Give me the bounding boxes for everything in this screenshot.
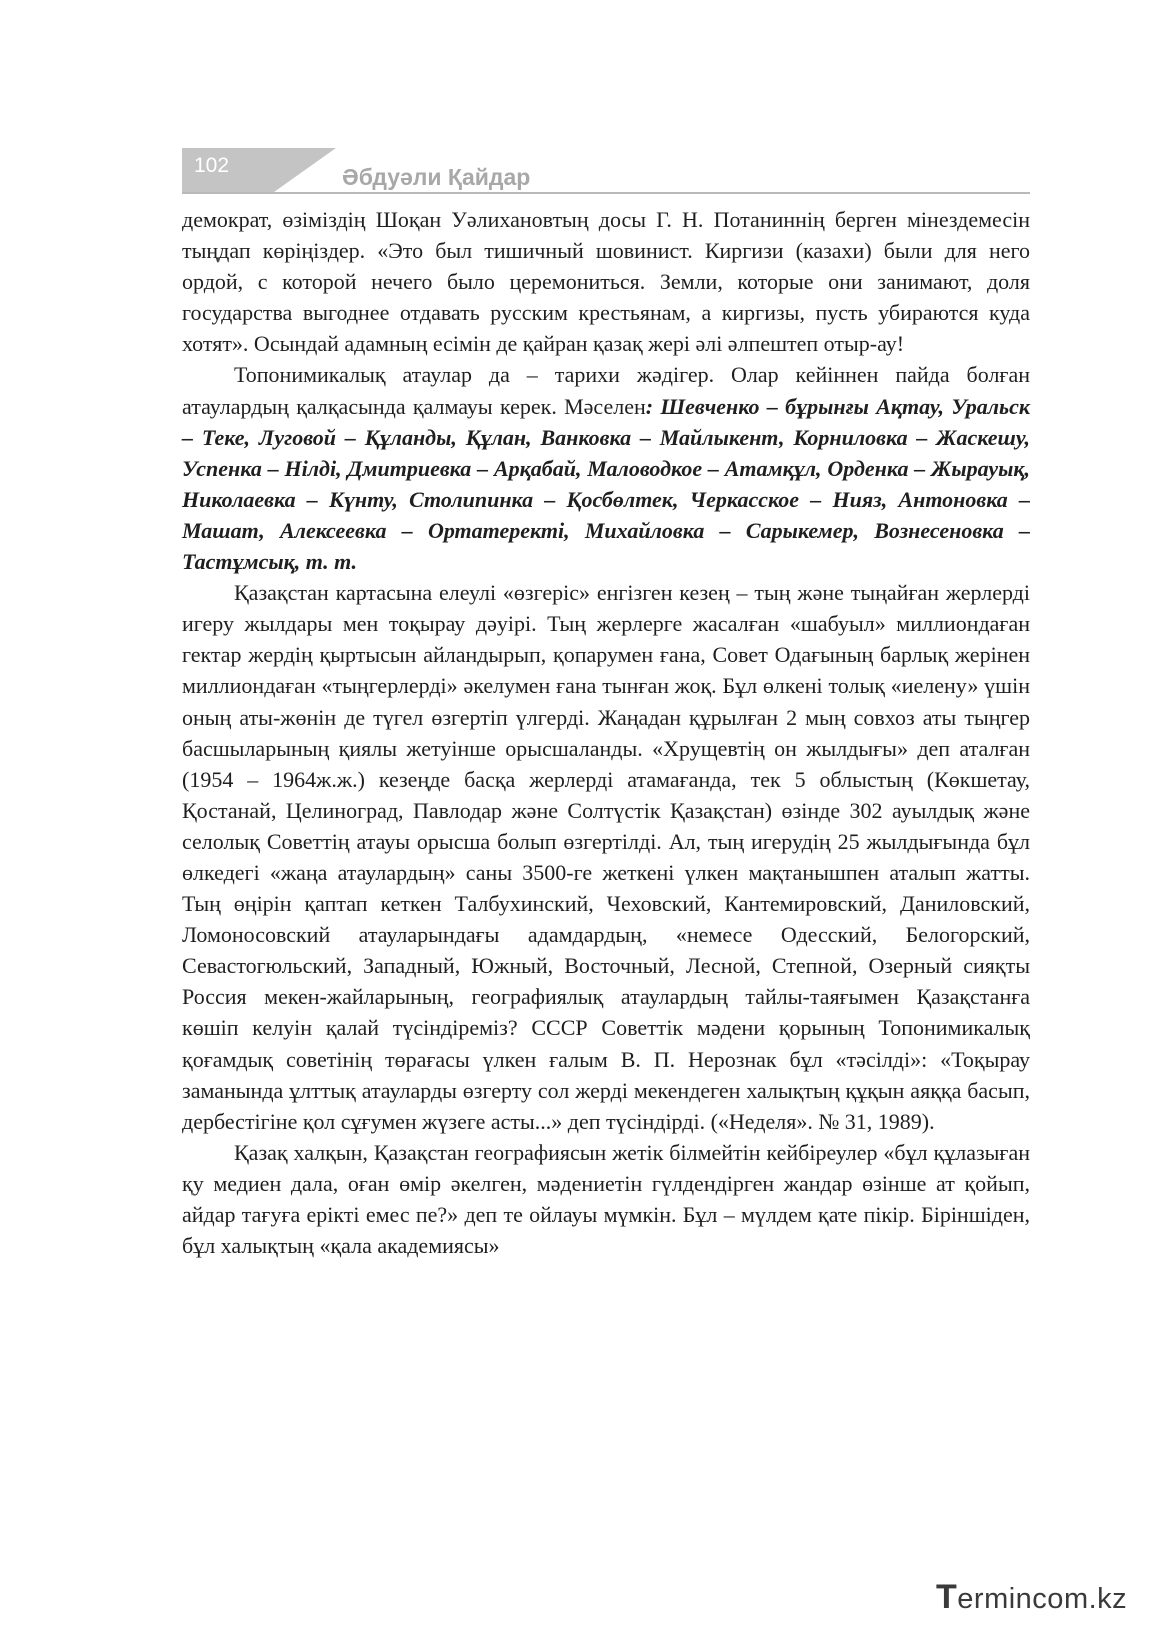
- paragraph-1: демократ, өзіміздің Шоқан Уәлихановтың досы Г. Н. Потаниннің берген мінездемесін тыңдап көріңіздер. «Это был тишичный шовинист. Киргизи (казахи) были для него ордой, с которой нечего было церемониться. Земли, которые они занимают, доля государства выгоднее отдавать русским крестьянам, а киргизы, пусть убираются куда хотят». Осындай адамның есімін де қайран қазақ жері әлі әлпештеп отыр-ау!: [182, 207, 1030, 357]
- watermark-first-letter: T: [936, 1578, 958, 1616]
- text-body: [182, 204, 1030, 1261]
- toponym-examples: : Шевченко – бұрынғы Ақтау, Уральск – Теке, Луговой – Құланды, Құлан, Ванковка – Майлыкент, Корниловка – Жаскешу, Успенка – Нілді, Дмитриевка – Арқабай, Маловодкое – Атамқұл, Орденка – Жырауық, Николаевка – Күнту, Столипинка – Қосбөлтек, Черкасское – Нияз, Антоновка – Машат, Алексеевка – Ортатеректі, Михайловка – Сарыкемер, Вознесеновка – Тастұмсық, т. т.: [182, 393, 1031, 575]
- header-rule: [182, 192, 1030, 194]
- watermark-rest: erminc: [957, 1583, 1048, 1615]
- paragraph-2-intro: Топонимикалық атаулар да – тарихи жәдігер. Олар кейіннен пайда болған атаулардың қалқасында қалмауы керек. Мәселен: [182, 362, 1030, 419]
- watermark-o: o: [1047, 1583, 1064, 1615]
- page-header: [182, 148, 1030, 196]
- paragraph-2: [182, 359, 1030, 577]
- paragraph-3: Қазақстан картасына елеулі «өзгеріс» енгізген кезең – тың және тыңайған жерлерді игеру жылдары мен тоқырау дәуірі. Тың жерлерге жасалған «шабуыл» миллиондаған гектар жердің қыртысын айландырып, қопарумен ғана, Совет Одағының барлық жерінен миллиондаған «тыңгерлерді» әкелумен ғана тынған жоқ. Бұл өлкені толық «иелену» үшін оның аты-жөнін де түгел өзгертіп үлгерді. Жаңадан құрылған 2 мың совхоз аты тыңгер басшыларының қиялы жетуінше орысшаланды. «Хрущевтің он жылдығы» деп аталған (1954 – 1964ж.ж.) кезеңде басқа жерлерді атамағанда, тек 5 облыстың (Көкшетау, Қостанай, Целиноград, Павлодар және Солтүстік Қазақстан) өзінде 302 ауылдық және селолық Советтің атауы орысша болып өзгертілді. Ал, тың игерудің 25 жылдығында бұл өлкедегі «жаңа атаулардың» саны 3500-ге жеткені үлкен мақтанышпен аталып жатты. Тың өңірін қаптап кеткен Талбухинский, Чеховский, Кантемировский, Даниловский, Ломоносовский атауларындағы адамдардың, «немесе Одесский, Белогорский, Севастогюльский, Западный, Южный, Восточный, Лесной, Степной, Озерный сияқты Россия мекен-жайларының, географиялық атаулардың тайлы-таяғымен Қазақстанға көшіп келуін қалай түсіндіреміз? СССР Советтік мәдени қорының Топонимикалық қоғамдық советінің төрағасы үлкен ғалым В. П. Нерознак бұл «тәсілді»: «Тоқырау заманында ұлттық атауларды өзгерту сол жерді мекендеген халықтың құқын аяққа басып, дербестігіне қол сұғумен жүзеге асты...» деп түсіндірді. («Неделя». № 31, 1989).: [182, 580, 1030, 1134]
- running-head-author: Әбдуәли Қайдар: [342, 164, 531, 190]
- header-wedge-decoration: [274, 148, 336, 192]
- site-watermark: [936, 1578, 1127, 1617]
- paragraph-4: Қазақ халқын, Қазақстан географиясын жетік білмейтін кейбіреулер «бұл құлазыған қу медиен дала, оған өмір әкелген, мәдениетін гүлдендірген жандар өзінше ат қойып, айдар тағуға ерікті емес пе?» деп те ойлауы мүмкін. Бұл – мүлдем қате пікір. Біріншіден, бұл халықтың «қала академиясы»: [182, 1139, 1030, 1259]
- page-number: 102: [182, 148, 274, 192]
- watermark-tail: m.kz: [1063, 1583, 1128, 1615]
